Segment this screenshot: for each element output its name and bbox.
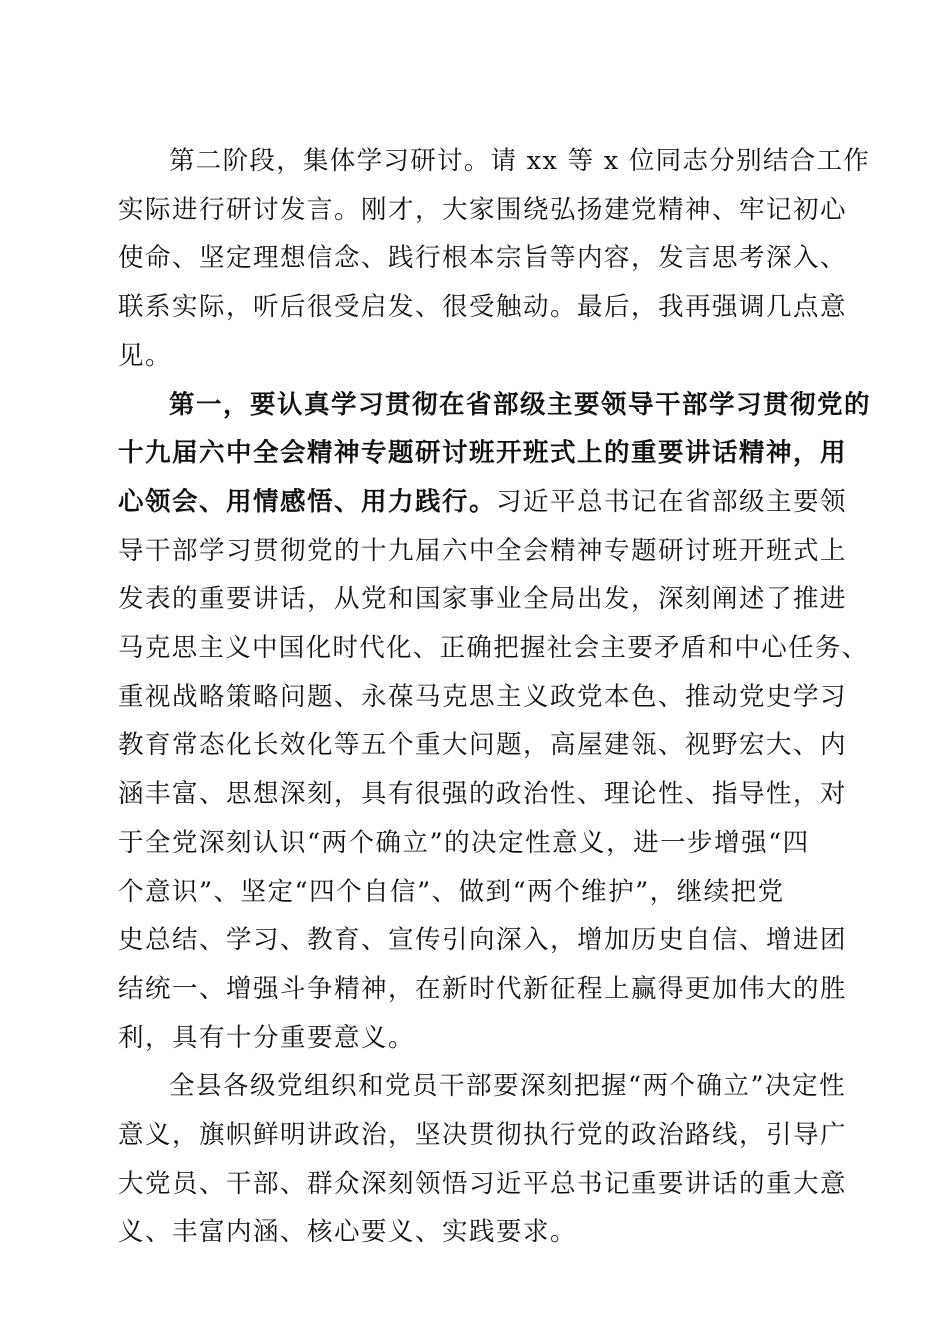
paragraph-stage-two: [118, 137, 871, 381]
text-line: 利，具有十分重要意义。: [118, 1022, 416, 1053]
text-line: 全县各级党组织和党员干部要深刻把握“两个确立”决定性: [169, 1071, 847, 1102]
text-line: 联系实际，听后很受启发、很受触动。最后，我再强调几点意: [118, 292, 848, 323]
text-line: 义、丰富内涵、核心要义、实践要求。: [118, 1217, 578, 1248]
text-line: 涵丰富、思想深刻，具有很强的政治性、理论性、指导性，对: [118, 779, 848, 810]
text-line: 实际进行研讨发言。刚才，大家围绕弘扬建党精神、牢记初心: [118, 194, 848, 225]
heading-line: 第一，要认真学习贯彻在省部级主要领导干部学习贯彻党的: [169, 389, 872, 420]
text-line: 重视战略策略问题、永葆马克思主义政党本色、推动党史学习: [118, 681, 848, 712]
text-line: 马克思主义中国化时代化、正确把握社会主要矛盾和中心任务、: [118, 633, 869, 664]
paragraph-county-organizations: [118, 1062, 848, 1257]
mixed-line: [118, 478, 848, 527]
text-segment: 习近平总书记在省部级主要领: [496, 486, 848, 517]
text-line: 发表的重要讲话，从党和国家事业全局出发，深刻阐述了推进: [118, 584, 848, 615]
text-line: 使命、坚定理想信念、践行根本宗旨等内容，发言思考深入、: [118, 243, 848, 274]
text-line: 第二阶段，集体学习研讨。请 xx 等 x 位同志分别结合工作: [169, 146, 871, 176]
text-line: 导干部学习贯彻党的十九届六中全会精神专题研讨班开班式上: [118, 535, 848, 566]
document-body: [118, 137, 872, 1257]
text-line: 见。: [118, 340, 173, 371]
heading-line: 十九届六中全会精神专题研讨班开班式上的重要讲话精神，用: [118, 438, 848, 469]
text-line: 大党员、干部、群众深刻领悟习近平总书记重要讲话的重大意: [118, 1168, 848, 1199]
text-line: 史总结、学习、教育、宣传引向深入，增加历史自信、增进团: [118, 925, 848, 956]
heading-tail: 心领会、用情感悟、用力践行。: [118, 486, 497, 517]
text-line: 个意识”、坚定“四个自信”、做到“两个维护”，继续把党: [118, 876, 785, 907]
paragraph-point-one: [118, 381, 872, 1063]
text-line: 教育常态化长效化等五个重大问题，高屋建瓴、视野宏大、内: [118, 730, 848, 761]
text-line: 于全党深刻认识“两个确立”的决定性意义，进一步增强“四: [118, 827, 810, 858]
text-line: 意义，旗帜鲜明讲政治，坚决贯彻执行党的政治路线，引导广: [118, 1120, 848, 1151]
text-line: 结统一、增强斗争精神，在新时代新征程上赢得更加伟大的胜: [118, 973, 848, 1004]
